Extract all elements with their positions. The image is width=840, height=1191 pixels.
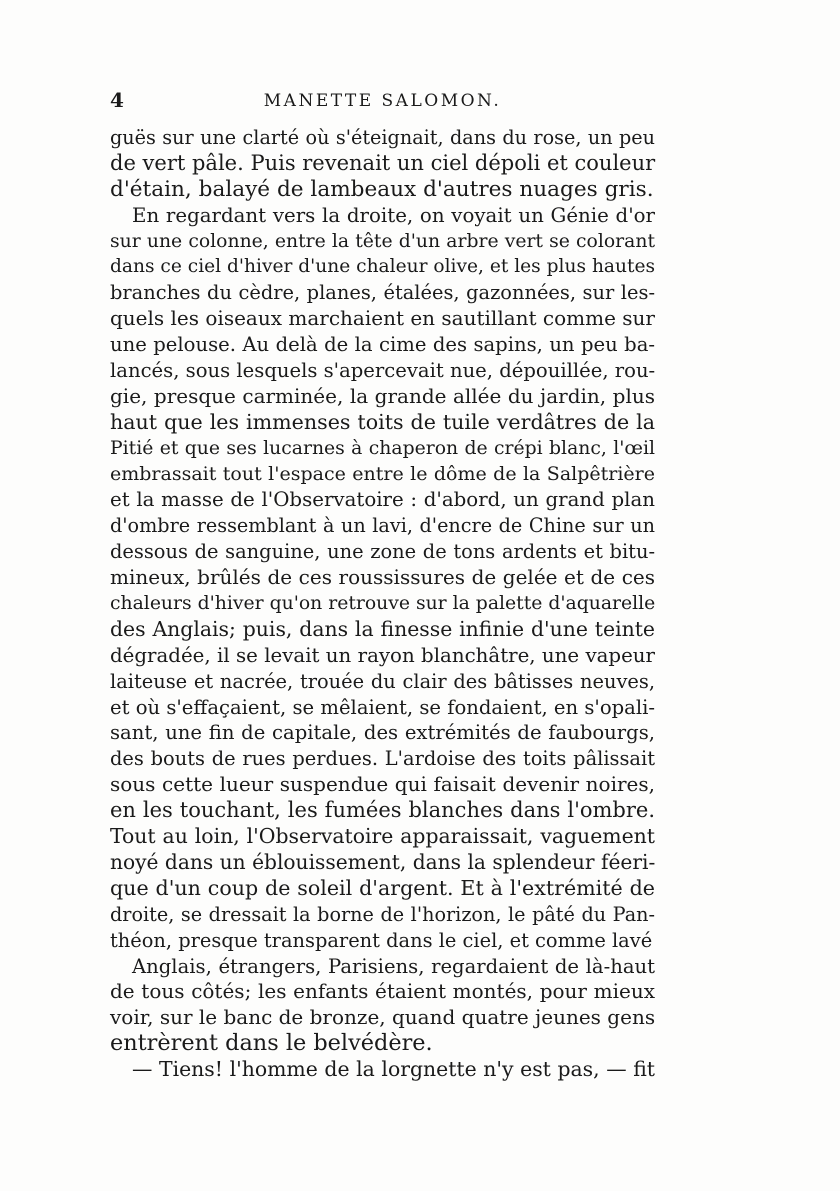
page-header [110,88,655,118]
text-line: théon, presque transparent dans le ciel, et comme lavé [110,928,653,952]
text-line: chaleurs d'hiver qu'on retrouve sur la palette d'aquarelle [110,593,656,615]
text-line: de vert pâle. Puis revenait un ciel dépoli et couleur [110,150,656,175]
page-number: 4 [110,88,124,112]
text-line: des bouts de rues perdues. L'ardoise des toits pâlissait [110,747,655,771]
body-text [110,125,655,1083]
text-line: lancés, sous lesquels s'apercevait nue, dépouillée, rou- [110,359,656,383]
text-line: sur une colonne, entre la tête d'un arbre vert se colorant [110,230,655,252]
text-line: voir, sur le banc de bronze, quand quatre jeunes gens [110,1005,656,1030]
text-line: entrèrent dans le belvédère. [110,1030,433,1057]
text-line: dessous de sanguine, une zone de tons ardents et bitu- [110,540,655,564]
paragraph [110,125,655,203]
text-line: droite, se dressait la borne de l'horizon, le pâté du Pan- [110,902,655,926]
text-line: dans ce ciel d'hiver d'une chaleur olive, et les plus hautes [110,256,655,278]
text-line: que d'un coup de soleil d'argent. Et à l'extrémité de [110,875,655,900]
text-line: et la masse de l'Observatoire : d'abord, un grand plan [110,488,655,512]
text-line: Tout au loin, l'Observatoire apparaissait, vaguement [110,824,655,849]
text-line: dégradée, il se levait un rayon blanchâtre, une vapeur [110,643,655,667]
text-line: sous cette lueur suspendue qui faisait devenir noires, [110,772,655,797]
running-title: MANETTE SALOMON. [263,91,502,111]
text-line: — Tiens! l'homme de la lorgnette n'y est pas, — fit [132,1057,655,1082]
text-line: laiteuse et nacrée, trouée du clair des bâtisses neuves, [110,669,655,693]
text-line: En regardant vers la droite, on voyait un Génie d'or [132,203,655,227]
paragraph [110,203,655,954]
paragraph [110,954,655,1058]
text-line: d'étain, balayé de lambeaux d'autres nuages gris. [110,176,654,202]
text-line: noyé dans un éblouissement, dans la splendeur féeri- [110,849,656,874]
paragraph [110,1057,655,1083]
text-line: branches du cèdre, planes, étalées, gazonnées, sur les- [110,281,655,305]
text-line: des Anglais; puis, dans la finesse infinie d'une teinte [110,616,655,641]
text-line: guës sur une clarté où s'éteignait, dans du rose, un peu [110,126,655,149]
text-line: mineux, brûlés de ces roussissures de gelée et de ces [110,565,655,590]
text-line: d'ombre ressemblant à un lavi, d'encre de Chine sur un [110,514,655,538]
text-line: en les touchant, les fumées blanches dans l'ombre. [110,798,655,823]
text-line: quels les oiseaux marchaient en sautillant comme sur [110,306,655,331]
text-line: et où s'effaçaient, se mêlaient, se fondaient, en s'opali- [110,695,655,719]
text-line: sant, une fin de capitale, des extrémités de faubourgs, [110,721,655,745]
text-line: haut que les immenses toits de tuile verdâtres de la [110,409,655,434]
text-line: gie, presque carminée, la grande allée du jardin, plus [110,383,655,408]
text-line: une pelouse. Au delà de la cime des sapins, un peu ba- [110,333,655,357]
text-line: embrassait tout l'espace entre le dôme de la Salpêtrière [110,462,655,485]
text-line: de tous côtés; les enfants étaient montés, pour mieux [110,979,655,1004]
text-line: Anglais, étrangers, Parisiens, regardaient de là-haut [132,954,655,978]
text-line: Pitié et que ses lucarnes à chaperon de crépi blanc, l'œil [110,437,655,459]
